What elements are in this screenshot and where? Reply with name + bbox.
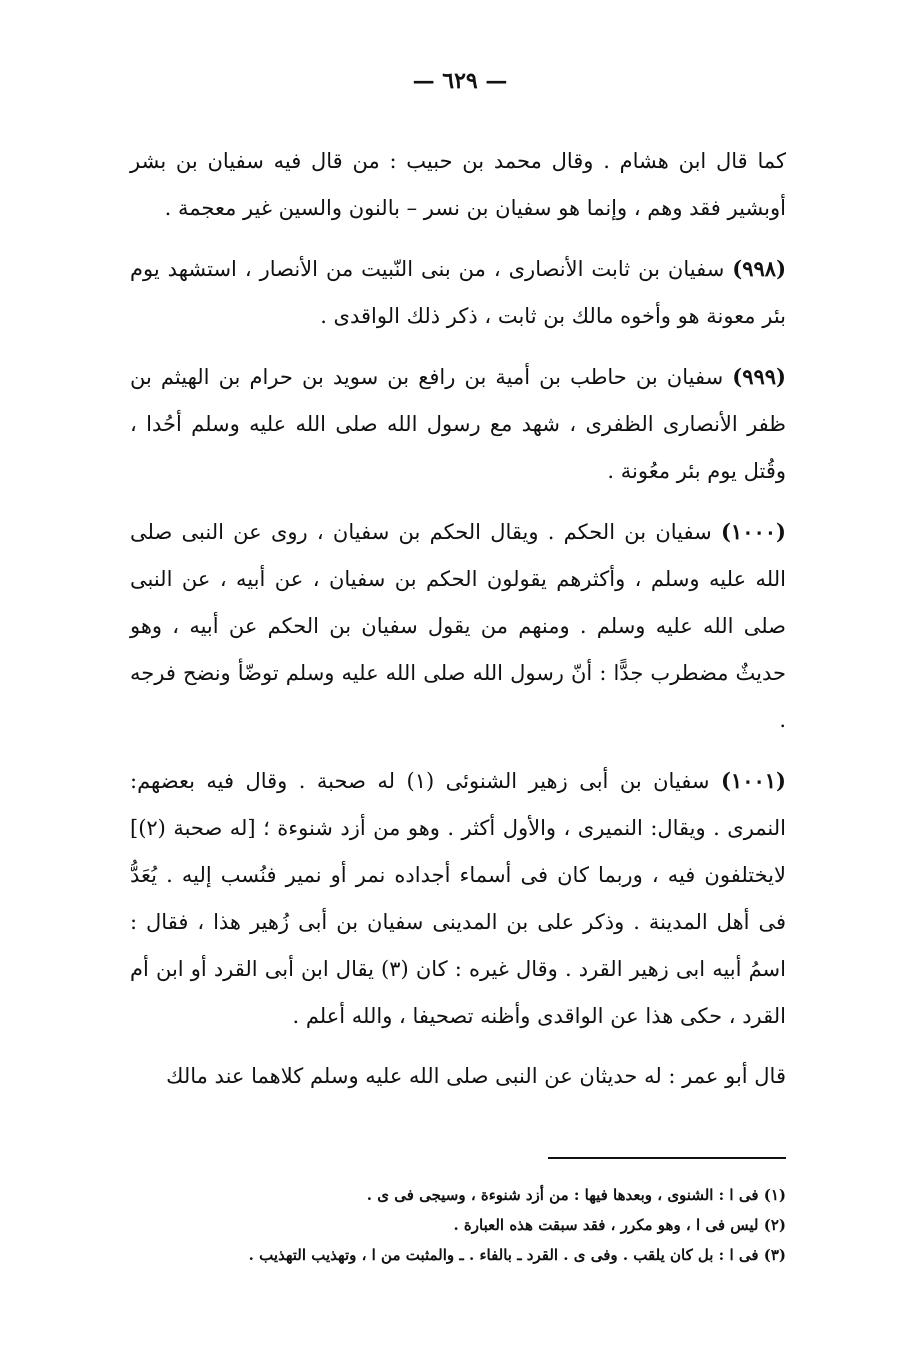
entry-abu-umar — [130, 1053, 786, 1100]
entry-1001 — [130, 757, 786, 1040]
footnotes — [130, 1180, 786, 1270]
entry-text: سفيان بن أبى زهير الشنوئى (١) له صحبة . وقال فيه بعضهم: النمرى . ويقال: النميرى ، والأول أكثر . وهو من أزد شنوءة ؛ [له صحبة (٢)] لايختلفون فيه ، وربما كان فى أسماء أجداده نمر أو نمير فنُسب إليه . يُعَدُّ فى أهل المدينة . وذكر على بن المدينى سفيان بن أبى زُهير هذا ، فقال : اسمُ أبيه ابى زهير القرد . وقال غيره : كان (٣) يقال ابن أبى القرد أو ابن أم القرد ، حكى هذا عن الواقدى وأظنه تصحيفا ، والله أعلم . — [130, 769, 786, 1028]
footnote-separator — [548, 1157, 786, 1159]
entry-text: سفيان بن الحكم . ويقال الحكم بن سفيان ، روى عن النبى صلى الله عليه وسلم ، وأكثرهم يقولون الحكم بن سفيان ، عن أبيه ، عن النبى صلى الله عليه وسلم . ومنهم من يقول سفيان بن الحكم عن أبيه ، وهو حديثٌ مضطرب جدًّا : أنّ رسول الله صلى الله عليه وسلم توضّأ ونضح فرجه . — [130, 520, 786, 732]
entry-number: (١٠٠١) — [720, 768, 786, 793]
entry-number: (١٠٠٠) — [720, 519, 786, 544]
page-number: — ٦٢٩ — — [412, 68, 508, 94]
entry-number: (٩٩٩) — [732, 364, 786, 389]
entry-998 — [130, 245, 786, 340]
footnote-2: (٢) ليس فى ا ، وهو مكرر ، فقد سبقت هذه العبارة . — [453, 1216, 786, 1234]
entry-number: (٩٩٨) — [732, 256, 786, 281]
footnote-3: (٣) فى ا : بل كان يلقب . وفى ى . القرد ـ بالفاء . ـ والمثبت من ا ، وتهذيب التهذيب . — [248, 1246, 786, 1264]
main-text — [130, 138, 786, 1113]
entry-text: كما قال ابن هشام . وقال محمد بن حبيب : من قال فيه سفيان بن بشر أوبشير فقد وهم ، وإنما هو سفيان بن نسر – بالنون والسين غير معجمة . — [130, 149, 786, 220]
entry-text: سفيان بن ثابت الأنصارى ، من بنى النّبيت من الأنصار ، استشهد يوم بئر معونة هو وأخوه مالك بن ثابت ، ذكر ذلك الواقدى . — [130, 257, 786, 328]
entry-999 — [130, 353, 786, 495]
entry-1000 — [130, 508, 786, 744]
entry-text: قال أبو عمر : له حديثان عن النبى صلى الله عليه وسلم كلاهما عند مالك — [166, 1064, 786, 1088]
footnote-1: (١) فى ا : الشنوى ، وبعدها فيها : من أزد شنوءة ، وسيجى فى ى . — [366, 1186, 786, 1204]
entry-continuation — [130, 138, 786, 232]
entry-text: سفيان بن حاطب بن أمية بن رافع بن سويد بن حرام بن الهيثم بن ظفر الأنصارى الظفرى ، شهد مع رسول الله صلى الله عليه وسلم أحُدا ، وقُتل يوم بئر معُونة . — [130, 365, 786, 483]
